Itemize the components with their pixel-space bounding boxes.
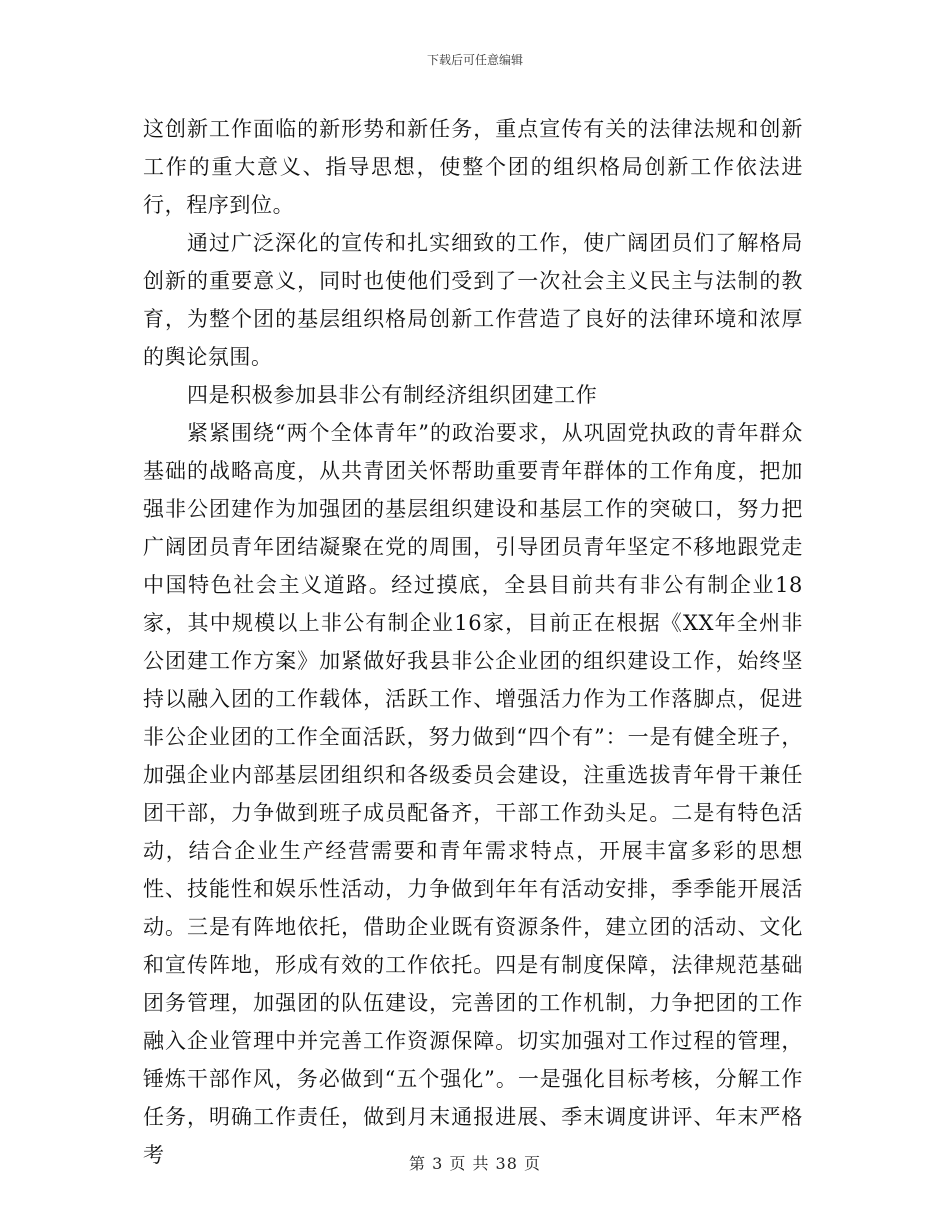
section-heading: 四是积极参加县非公有制经济组织团建工作 — [187, 383, 598, 407]
paragraph-nonpublic-league-building: 紧紧围绕“两个全体青年”的政治要求，从巩固党执政的青年群众基础的战略高度，从共青团关怀帮助重要青年群体的工作角度，把加强非公团建作为加强团的基层组织建设和基层工作的突破口，努力把广阔团员青年团结凝聚在党的周围，引导团员青年坚定不移地跟党走中国特色社会主义道路。经过摸底，全县目前共有非公有制企业18家，其中规模以上非公有制企业16家，目前正在根据《XX年全州非公团建工作方案》加紧做好我县非公企业团的组织建设工作，始终坚持以融入团的工作载体，活跃工作、增强活力作为工作落脚点，促进非公企业团的工作全面活跃，努力做到“四个有”：一是有健全班子，加强企业内部基层团组织和各级委员会建设，注重选拔青年骨干兼任团干部，力争做到班子成员配备齐，干部工作劲头足。二是有特色活动，结合企业生产经营需要和青年需求特点，开展丰富多彩的思想性、技能性和娱乐性活动，力争做到年年有活动安排，季季能开展活动。三是有阵地依托，借助企业既有资源条件，建立团的活动、文化和宣传阵地，形成有效的工作依托。四是有制度保障，法律规范基础团务管理，加强团的队伍建设，完善团的工作机制，力争把团的工作融入企业管理中并完善工作资源保障。切实加强对工作过程的管理，锤炼干部作风，务必做到“五个强化”。一是强化目标考核，分解工作任务，明确工作责任，做到月末通报进展、季末调度讲评、年末严格考 — [143, 421, 803, 1167]
document-body — [143, 110, 803, 1174]
page-header: 下载后可任意编辑 — [426, 53, 523, 67]
paragraph-publicity-result: 通过广泛深化的宣传和扎实细致的工作，使广阔团员们了解格局创新的重要意义，同时也使他们受到了一次社会主义民主与法制的教育，为整个团的基层组织格局创新工作营造了良好的法律环境和浓厚的舆论氛围。 — [143, 231, 803, 369]
paragraph-continuation: 这创新工作面临的新形势和新任务，重点宣传有关的法律法规和创新工作的重大意义、指导思想，使整个团的组织格局创新工作依法进行，程序到位。 — [143, 117, 803, 217]
page-number-footer: 第 3 页 共 38 页 — [409, 1154, 541, 1173]
